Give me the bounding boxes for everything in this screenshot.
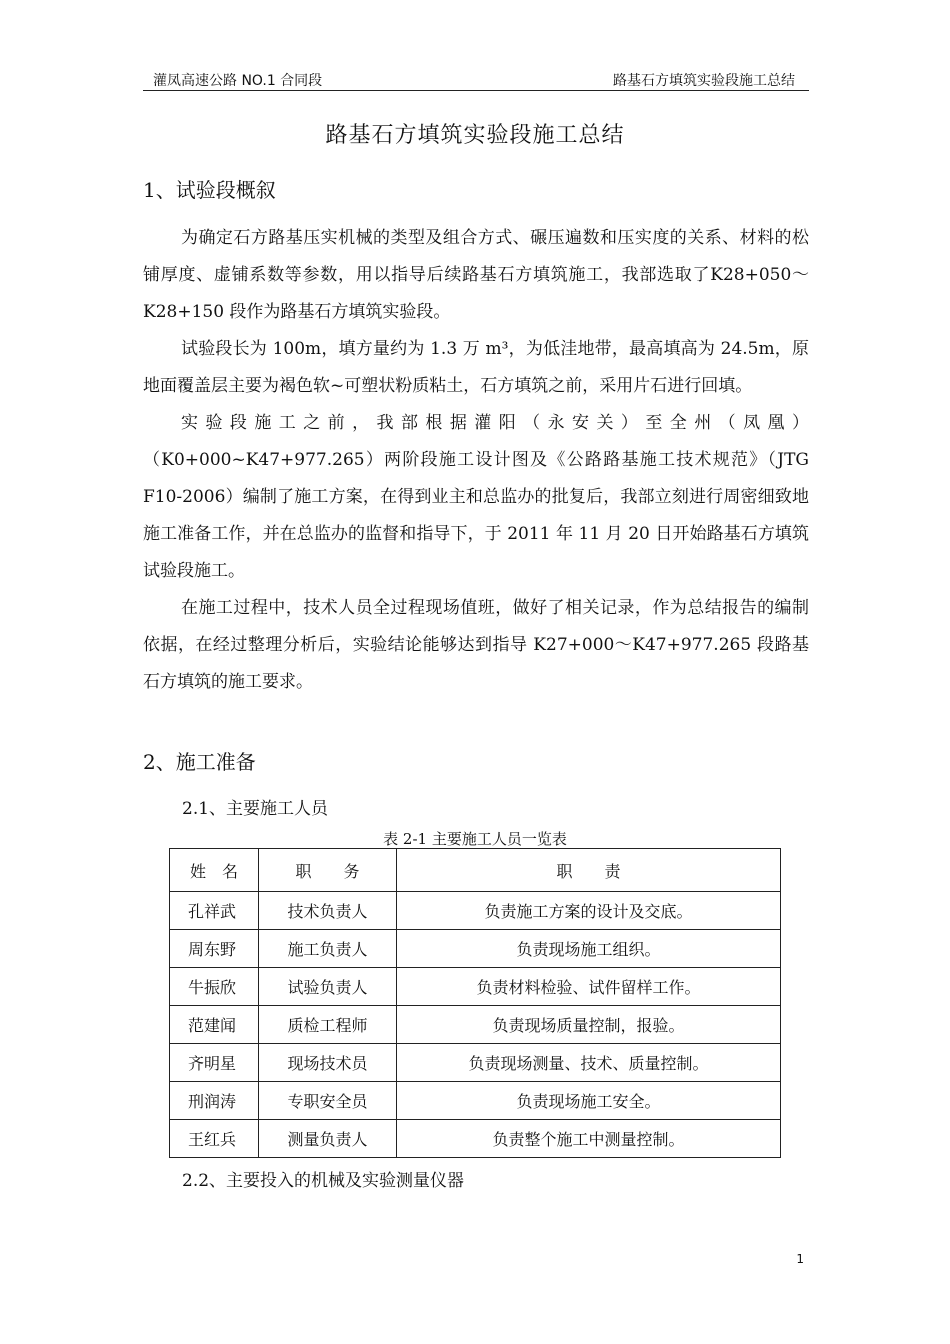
- cell-name: 孔祥武: [170, 892, 259, 930]
- section-1-body: [143, 220, 809, 701]
- table-row: [170, 1044, 781, 1082]
- cell-position: 施工负责人: [259, 930, 397, 968]
- cell-position: 质检工程师: [259, 1006, 397, 1044]
- cell-duty: 负责现场测量、技术、质量控制。: [397, 1044, 781, 1082]
- header-position: 职 务: [259, 849, 397, 892]
- cell-duty: 负责材料检验、试件留样工作。: [397, 968, 781, 1006]
- cell-duty: 负责现场施工安全。: [397, 1082, 781, 1120]
- cell-position: 技术负责人: [259, 892, 397, 930]
- cell-name: 范建闻: [170, 1006, 259, 1044]
- paragraph-plan-line1: 实验段施工之前，我部根据灌阳（永安关）至全州（凤凰）: [181, 413, 809, 433]
- cell-position: 现场技术员: [259, 1044, 397, 1082]
- header-right-text: 路基石方填筑实验段施工总结: [613, 73, 795, 89]
- cell-duty: 负责现场施工组织。: [397, 930, 781, 968]
- page-number: 1: [796, 1252, 804, 1266]
- paragraph-purpose: 为确定石方路基压实机械的类型及组合方式、碾压遍数和压实度的关系、材料的松铺厚度、虚铺系数等参数，用以指导后续路基石方填筑施工，我部选取了K28+050～K28+150 段作为路基石方填筑实验段。: [143, 228, 809, 322]
- subsection-2-2-heading: 2.2、主要投入的机械及实验测量仪器: [182, 1171, 465, 1191]
- cell-position: 试验负责人: [259, 968, 397, 1006]
- table-row: [170, 1006, 781, 1044]
- paragraph-plan: （K0+000~K47+977.265）两阶段施工设计图及《公路路基施工技术规范》（JTG F10-2006）编制了施工方案，在得到业主和总监办的批复后，我部立刻进行周密细致地施工准备工作，并在总监办的监督和指导下，于 2011 年 11 月 20 日开始路基石方填筑试验段施工。: [143, 450, 809, 581]
- cell-name: 刑润涛: [170, 1082, 259, 1120]
- table-row: [170, 930, 781, 968]
- cell-duty: 负责现场质量控制，报验。: [397, 1006, 781, 1044]
- table-header-row: [170, 849, 781, 892]
- staff-table: [169, 848, 781, 1158]
- header-name: 姓 名: [170, 849, 259, 892]
- cell-name: 周东野: [170, 930, 259, 968]
- header-left-text: 灌凤高速公路 NO.1 合同段: [153, 73, 323, 89]
- page-header: [143, 64, 809, 91]
- cell-duty: 负责整个施工中测量控制。: [397, 1120, 781, 1158]
- cell-name: 王红兵: [170, 1120, 259, 1158]
- header-duty: 职 责: [397, 849, 781, 892]
- table-row: [170, 1082, 781, 1120]
- cell-name: 牛振欣: [170, 968, 259, 1006]
- section-2-heading: 2、施工准备: [143, 750, 256, 774]
- paragraph-site: 试验段长为 100m，填方量约为 1.3 万 m³，为低洼地带，最高填高为 24.5m，原地面覆盖层主要为褐色软~可塑状粉质粘土，石方填筑之前，采用片石进行回填。: [143, 339, 809, 396]
- table-row: [170, 968, 781, 1006]
- paragraph-process: 在施工过程中，技术人员全过程现场值班，做好了相关记录，作为总结报告的编制依据，在经过整理分析后，实验结论能够达到指导 K27+000～K47+977.265 段路基石方填筑的施工要求。: [143, 598, 809, 692]
- table-caption: 表 2-1 主要施工人员一览表: [383, 830, 567, 848]
- cell-name: 齐明星: [170, 1044, 259, 1082]
- table-row: [170, 892, 781, 930]
- document-title: 路基石方填筑实验段施工总结: [325, 123, 625, 148]
- cell-duty: 负责施工方案的设计及交底。: [397, 892, 781, 930]
- table-row: [170, 1120, 781, 1158]
- cell-position: 专职安全员: [259, 1082, 397, 1120]
- subsection-2-1-heading: 2.1、主要施工人员: [182, 799, 329, 819]
- cell-position: 测量负责人: [259, 1120, 397, 1158]
- section-1-heading: 1、试验段概叙: [143, 178, 276, 202]
